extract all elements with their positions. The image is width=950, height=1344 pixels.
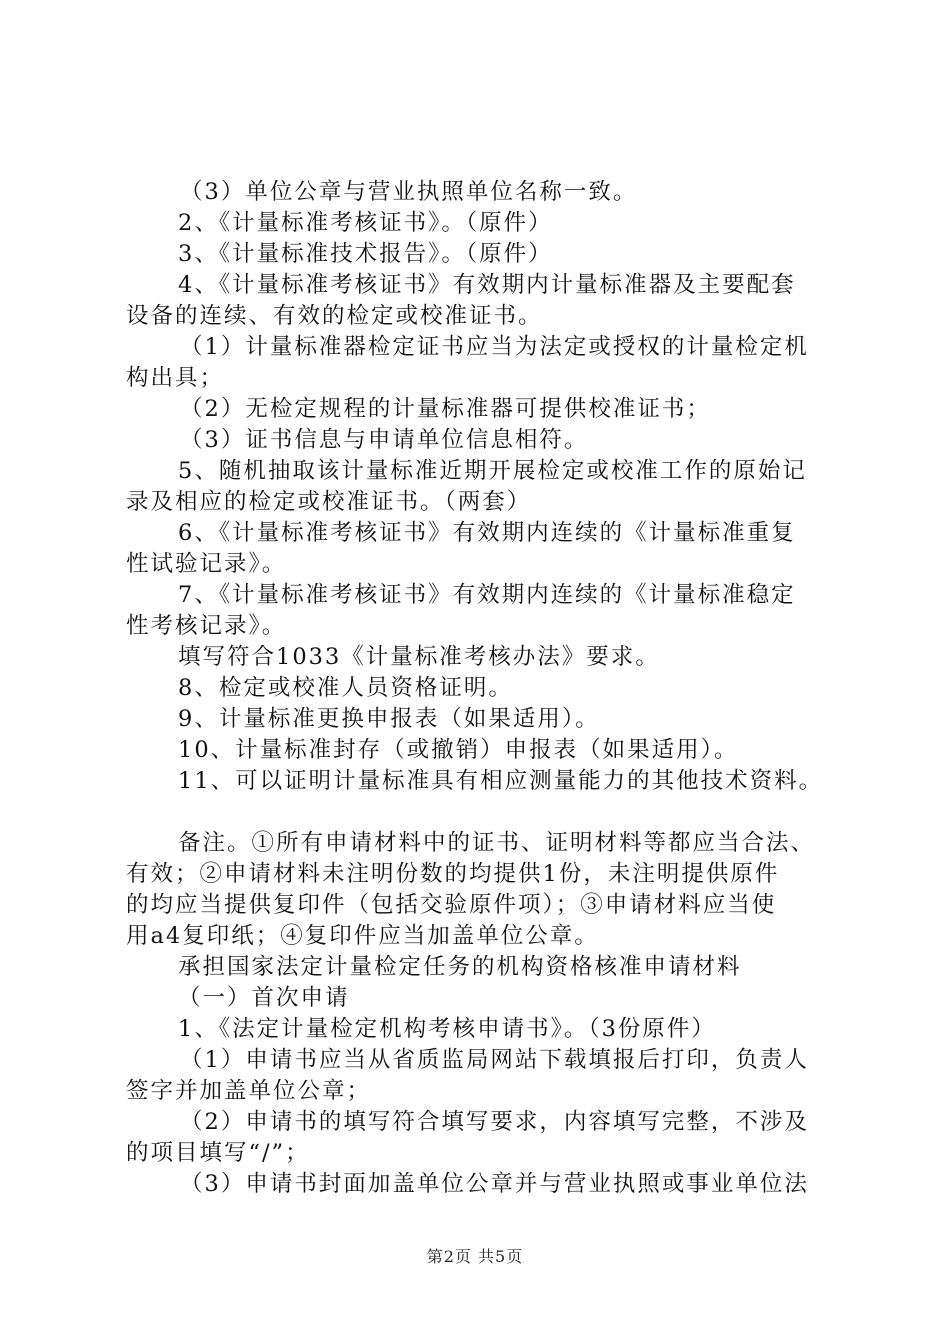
text-line: （1）申请书应当从省质监局网站下载填报后打印，负责人 [180, 1047, 809, 1073]
text-line: 1、《法定计量检定机构考核申请书》。（3份原件） [178, 1016, 716, 1042]
text-line: 设备的连续、有效的检定或校准证书。 [126, 303, 543, 329]
page-number-footer: 第2页 共5页 [426, 1247, 524, 1266]
text-line: （1）计量标准器检定证书应当为法定或授权的计量检定机 [180, 334, 809, 360]
text-line: 录及相应的检定或校准证书。（两套） [126, 489, 532, 515]
text-line: 备注。①所有申请材料中的证书、证明材料等都应当合法、 [178, 830, 816, 856]
text-line: 10、计量标准封存（或撤销）申报表（如果适用）。 [178, 737, 739, 763]
text-line: 性试验记录》。 [126, 551, 287, 577]
text-line: （3）单位公章与营业执照单位名称一致。 [180, 179, 638, 205]
text-line: 2、《计量标准考核证书》。（原件） [178, 210, 553, 236]
text-line: 6、《计量标准考核证书》有效期内连续的《计量标准重复 [178, 520, 796, 546]
text-line: 9、计量标准更换申报表（如果适用）。 [178, 706, 600, 732]
text-line: 7、《计量标准考核证书》有效期内连续的《计量标准稳定 [178, 582, 796, 608]
text-line: 的均应当提供复印件（包括交验原件项）；③申请材料应当使 [126, 892, 777, 918]
text-line: （一）首次申请 [178, 985, 350, 1011]
text-line: 11、可以证明计量标准具有相应测量能力的其他技术资料。 [178, 768, 824, 794]
text-line: 构出具； [126, 365, 225, 391]
text-line: 用a4复印纸；④复印件应当加盖单位公章。 [126, 923, 599, 949]
text-line: 的项目填写“/”； [126, 1140, 310, 1166]
text-line: 有效；②申请材料未注明份数的均提供1份，未注明提供原件 [126, 861, 780, 887]
text-line: 8、检定或校准人员资格证明。 [178, 675, 513, 701]
text-line: （2）申请书的填写符合填写要求，内容填写完整，不涉及 [180, 1109, 809, 1135]
text-line: （2）无检定规程的计量标准器可提供校准证书； [180, 396, 711, 422]
text-line: （3）证书信息与申请单位信息相符。 [180, 427, 589, 453]
text-line: 性考核记录》。 [126, 613, 287, 639]
text-line: 4、《计量标准考核证书》有效期内计量标准器及主要配套 [178, 272, 796, 298]
text-line: 签字并加盖单位公章； [126, 1078, 372, 1104]
text-line: 3、《计量标准技术报告》。（原件） [178, 241, 553, 267]
text-line: 承担国家法定计量检定任务的机构资格核准申请材料 [178, 954, 742, 980]
text-line: 填写符合1033《计量标准考核办法》要求。 [178, 644, 660, 670]
text-line: （3）申请书封面加盖单位公章并与营业执照或事业单位法 [180, 1171, 809, 1197]
text-line: 5、随机抽取该计量标准近期开展检定或校准工作的原始记 [178, 458, 807, 484]
